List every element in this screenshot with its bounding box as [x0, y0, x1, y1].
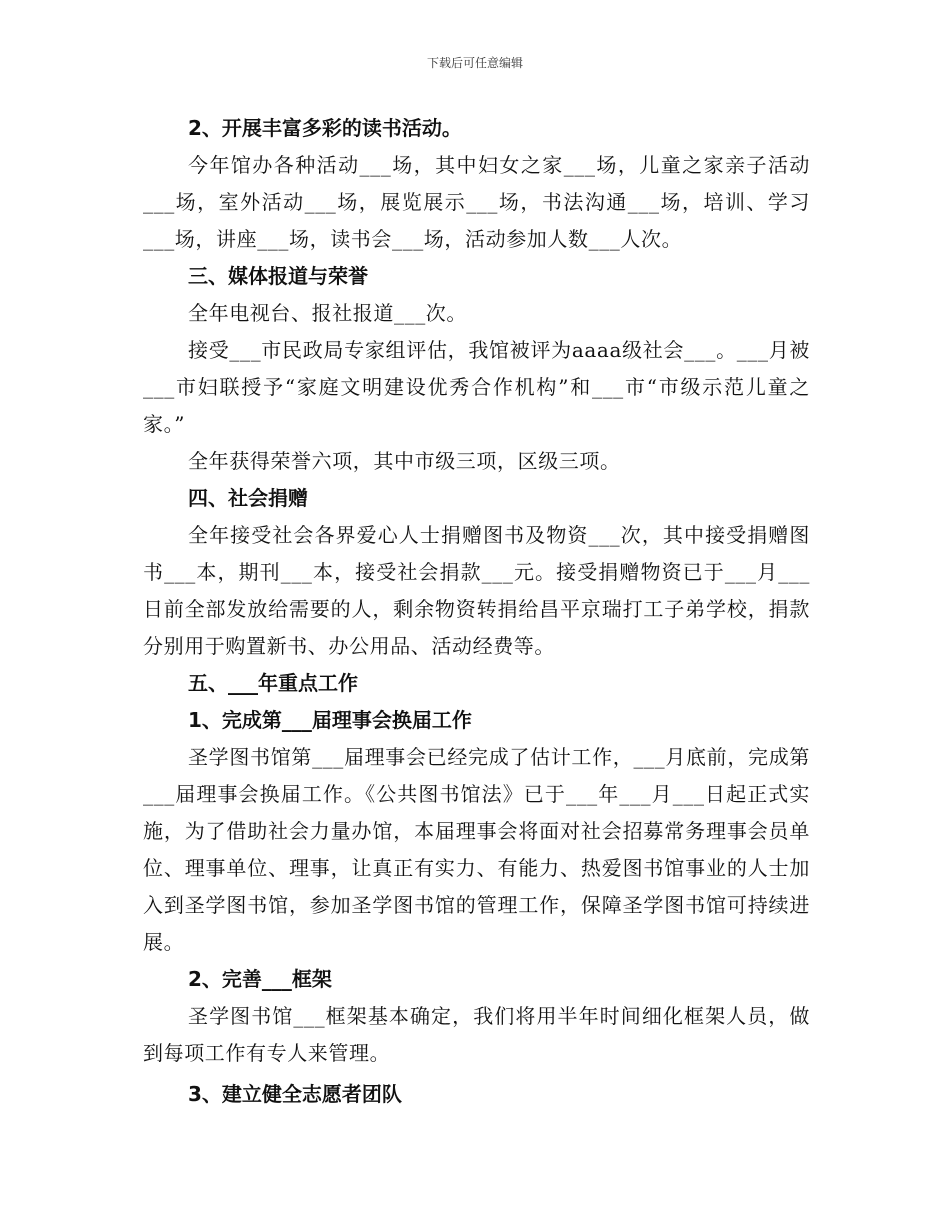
heading-board-election: 1、完成第___届理事会换届工作	[188, 708, 472, 732]
heading-key-work: 五、___年重点工作	[188, 671, 358, 695]
heading-media-honors: 三、媒体报道与荣誉	[188, 264, 368, 288]
paragraph-board-election: 圣学图书馆第___届理事会已经完成了估计工作，___月底前，完成第___届理事会换届工作。《公共图书馆法》已于___年___月___日起正式实施，为了借助社会力量办馆，本届理事会将面对社会招募常务理事会员单位、理事单位、理事，让真正有实力、有能力、热爱图书馆事业的人士加入到圣学图书馆，参加圣学图书馆的管理工作，保障圣学图书馆可持续进展。	[143, 745, 810, 954]
paragraph-activities: 今年馆办各种活动___场，其中妇女之家___场，儿童之家亲子活动___场，室外活动___场，展览展示___场，书法沟通___场，培训、学习___场，讲座___场，读书会___场，活动参加人数___人次。	[143, 153, 810, 251]
heading-reading-activities: 2、开展丰富多彩的读书活动。	[188, 116, 462, 140]
document-body	[143, 110, 810, 1113]
heading-framework: 2、完善___框架	[188, 967, 332, 991]
paragraph-donations: 全年接受社会各界爱心人士捐赠图书及物资___次，其中接受捐赠图书___本，期刊___本，接受社会捐款___元。接受捐赠物资已于___月___日前全部发放给需要的人，剩余物资转捐给昌平京瑞打工子弟学校，捐款分别用于购置新书、办公用品、活动经费等。	[143, 523, 810, 658]
heading-volunteers: 3、建立健全志愿者团队	[188, 1082, 402, 1106]
paragraph-media-reports: 全年电视台、报社报道___次。	[188, 301, 467, 325]
paragraph-framework: 圣学图书馆___框架基本确定，我们将用半年时间细化框架人员，做到每项工作有专人来管理。	[143, 1004, 810, 1065]
paragraph-evaluation: 接受___市民政局专家组评估，我馆被评为aaaa级社会___。___月被___市妇联授予“家庭文明建设优秀合作机构”和___市“市级示范儿童之家。”	[143, 338, 810, 436]
paragraph-honors: 全年获得荣誉六项，其中市级三项，区级三项。	[188, 449, 621, 473]
header-note: 下载后可任意编辑	[426, 56, 523, 70]
heading-donations: 四、社会捐赠	[188, 486, 308, 510]
